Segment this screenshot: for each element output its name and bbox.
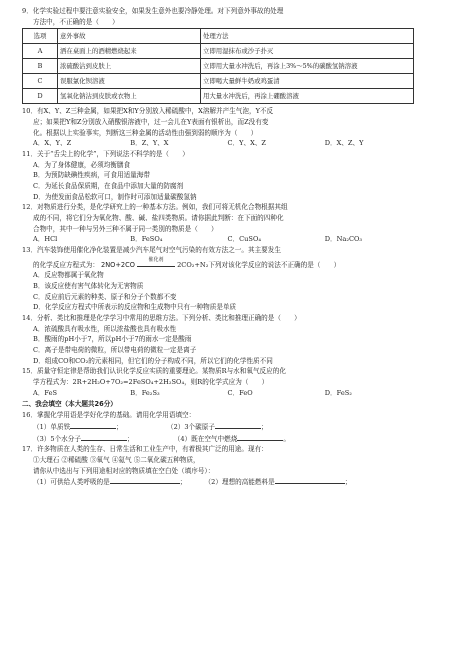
header-method: 处理方法 [201,29,414,44]
table-row [23,59,414,74]
q16-items-row-2: （3）5个水分子 ； （4）既在空气中燃烧 。 [33,434,290,443]
option-b: B．FeSO₄ [130,235,163,244]
option-a: A．为了身体健康，必须均衡膳食 [33,160,131,169]
header-option: 选项 [23,29,58,44]
question-17 [22,444,422,488]
table-row [23,44,414,59]
option-d: D．组成CO和CO₂的元素相同，但它们的分子构成不同，所以它们的化学性质不同 [33,356,273,365]
row-accident: 误服氯化钡溶液 [58,74,201,89]
row-method: 立即用湿抹布或沙子扑灭 [201,44,414,59]
answer-blank[interactable] [215,421,261,429]
q16-items-row-1: （1）单质铁 ； （2）3个碳原子 ； [33,422,268,431]
option-c: C．反应前后元素的种类、原子和分子个数都不变 [33,292,177,301]
q11-line-1: 11．关于“舌尖上的化学”，下列说法不科学的是（ ） [22,150,189,159]
accident-table [22,28,414,104]
option-b: B．Z、Y、X [130,139,169,148]
q14-line-1: 14．分析、类比和推理是化学学习中常用的思维方法。下列分析、类比和推理正确的是（ ） [22,314,301,323]
row-method: 立即用大量水冲洗后，再涂上3%～5%的碳酸氢钠溶液 [201,59,414,74]
question-12 [22,202,422,245]
q17-items-row: （1）可供给人类呼吸的是 ； （2）理想的高能燃料是 ； [33,478,352,487]
q15-options [22,388,422,399]
q9-stem-line-2: 方法中，不正确的是（ ） [33,17,119,26]
q17-line-2: ①大理石 ②稀硫酸 ③氧气 ④氦气 ⑤二氧化碳五种物质， [33,455,200,464]
table-row [23,74,414,89]
answer-blank[interactable] [275,476,345,484]
q13-line-1: 13．汽车装饰使用催化净化装置是减少汽车尾气对空气污染的有效方法之一。其主要发生 [22,246,281,255]
question-14 [22,313,422,366]
table-header-row [23,29,414,44]
option-d: D．Na₂CO₃ [324,235,363,244]
row-option: C [23,74,58,89]
option-a: A．浓硫酸具有吸水性，所以浓盐酸也具有吸水性 [33,324,177,333]
row-accident: 氢氧化钠沾到皮肤或衣物上 [58,89,201,104]
q15-line-1: 15．质量守恒定律是帮助我们认识化学反应实质的重要理论。某物质R与水和氧气反应的化 [22,367,286,376]
question-9 [22,6,422,104]
option-a: A．X、Y、Z [33,139,72,148]
q17-line-3: 请你从中选出与下列用途相对应的物质填在空白处（填序号）： [33,466,215,475]
option-c: C．离子是带电荷的微粒，所以带电荷的微粒一定是离子 [33,346,197,355]
option-c: C．Y、X、Z [227,139,266,148]
row-method: 用大量水冲洗后，再涂上硼酸溶液 [201,89,414,104]
q15-line-2: 学方程式为：2R+2H₂O+7O₂=2FeSO₄+2H₂SO₄，则R的化学式应为（ ） [33,378,269,387]
answer-blank[interactable] [70,421,116,429]
catalyst-label: 催化剂 [148,256,164,263]
option-a: A．FeS [33,388,57,397]
row-option: D [23,89,58,104]
question-16 [22,410,422,444]
option-a: A．反应物都属于氧化物 [33,271,104,280]
reaction-reactants: 2NO+2CO [101,260,135,269]
option-b: B．该反应使有害气体转化为无害物质 [33,282,144,291]
q10-options [22,138,422,149]
option-d: D．化学反应方程式中所表示的反应物和生成物中只有一种物质是单质 [33,303,237,312]
row-accident: 洒在桌面上的酒精燃烧起来 [58,44,201,59]
option-c: C．CuSO₄ [227,235,261,244]
q12-line-2: 成的不同，将它们分为氧化物、酸、碱、盐四类物质。请你据此判断：在下面的四种化 [33,214,284,223]
option-d: D．为使发面食品松软可口，制作时可添加适量碳酸氢钠 [33,192,197,201]
row-accident: 浓硫酸沾到皮肤上 [58,59,201,74]
q12-line-3: 合物中，其中一种与另外三种不属于同一类别的物质是（ ） [33,224,218,233]
q12-line-1: 12．对物质进行分类，是化学研究上的一种基本方法。例如，我们可将无机化合物根据其组 [22,203,288,212]
option-d: D．X、Z、Y [324,139,364,148]
row-option: A [23,44,58,59]
row-option: B [23,59,58,74]
question-13 [22,245,422,313]
option-b: B．为预防缺碘性疾病，可食用适量海带 [33,171,150,180]
q10-line-2: 应；如果把Y和Z分别放入硝酸银溶液中，过一会儿在Y表面有银析出，而Z没有变 [33,118,269,127]
option-c: C．FeO [227,388,253,397]
q13-line-2: 的化学反应方程式为： 2NO+2CO 催化剂 2CO₂+N₂下列对该化学反应的说法不正确的是（ ） [33,256,341,269]
header-accident: 意外事故 [58,29,201,44]
reaction-arrow [137,256,175,267]
q16-line-1: 16．掌握化学用语是学好化学的基础。请用化学用语填空： [22,411,196,420]
answer-blank[interactable] [110,476,180,484]
question-11 [22,149,422,202]
q12-options [22,234,422,245]
option-c: C．为延长食品保质期，在食品中添加大量的防腐剂 [33,182,184,191]
row-method: 立即喝大量鲜牛奶或鸡蛋清 [201,74,414,89]
q9-stem-line-1: 9．化学实验过程中要注意实验安全，如果发生意外也要冷静处理。对下列意外事故的处理 [22,7,284,15]
q17-line-1: 17．许多物质在人类的生存、日常生活和工业生产中，有着极其广泛的用途。现有： [22,445,268,454]
option-b: B．酸雨的pH小于7，所以pH小于7的雨水一定是酸雨 [33,335,192,344]
exam-page [22,6,422,488]
option-d: D．FeS₂ [324,388,352,397]
section-heading: 二、我会填空（本大题共26分） [22,400,117,409]
question-10 [22,106,422,149]
option-b: B．Fe₂S₃ [130,388,160,397]
answer-blank[interactable] [81,433,127,441]
answer-blank[interactable] [237,433,283,441]
q10-line-3: 化。根据以上实验事实，判断这三种金属的活动性由强到弱的顺序为（ ） [33,128,258,137]
table-row [23,89,414,104]
question-15 [22,366,422,398]
option-a: A．HCl [33,235,58,244]
q10-line-1: 10．有X、Y、Z三种金属，如果把X和Y分别放入稀硫酸中，X溶解并产生气泡，Y不反 [22,107,274,116]
